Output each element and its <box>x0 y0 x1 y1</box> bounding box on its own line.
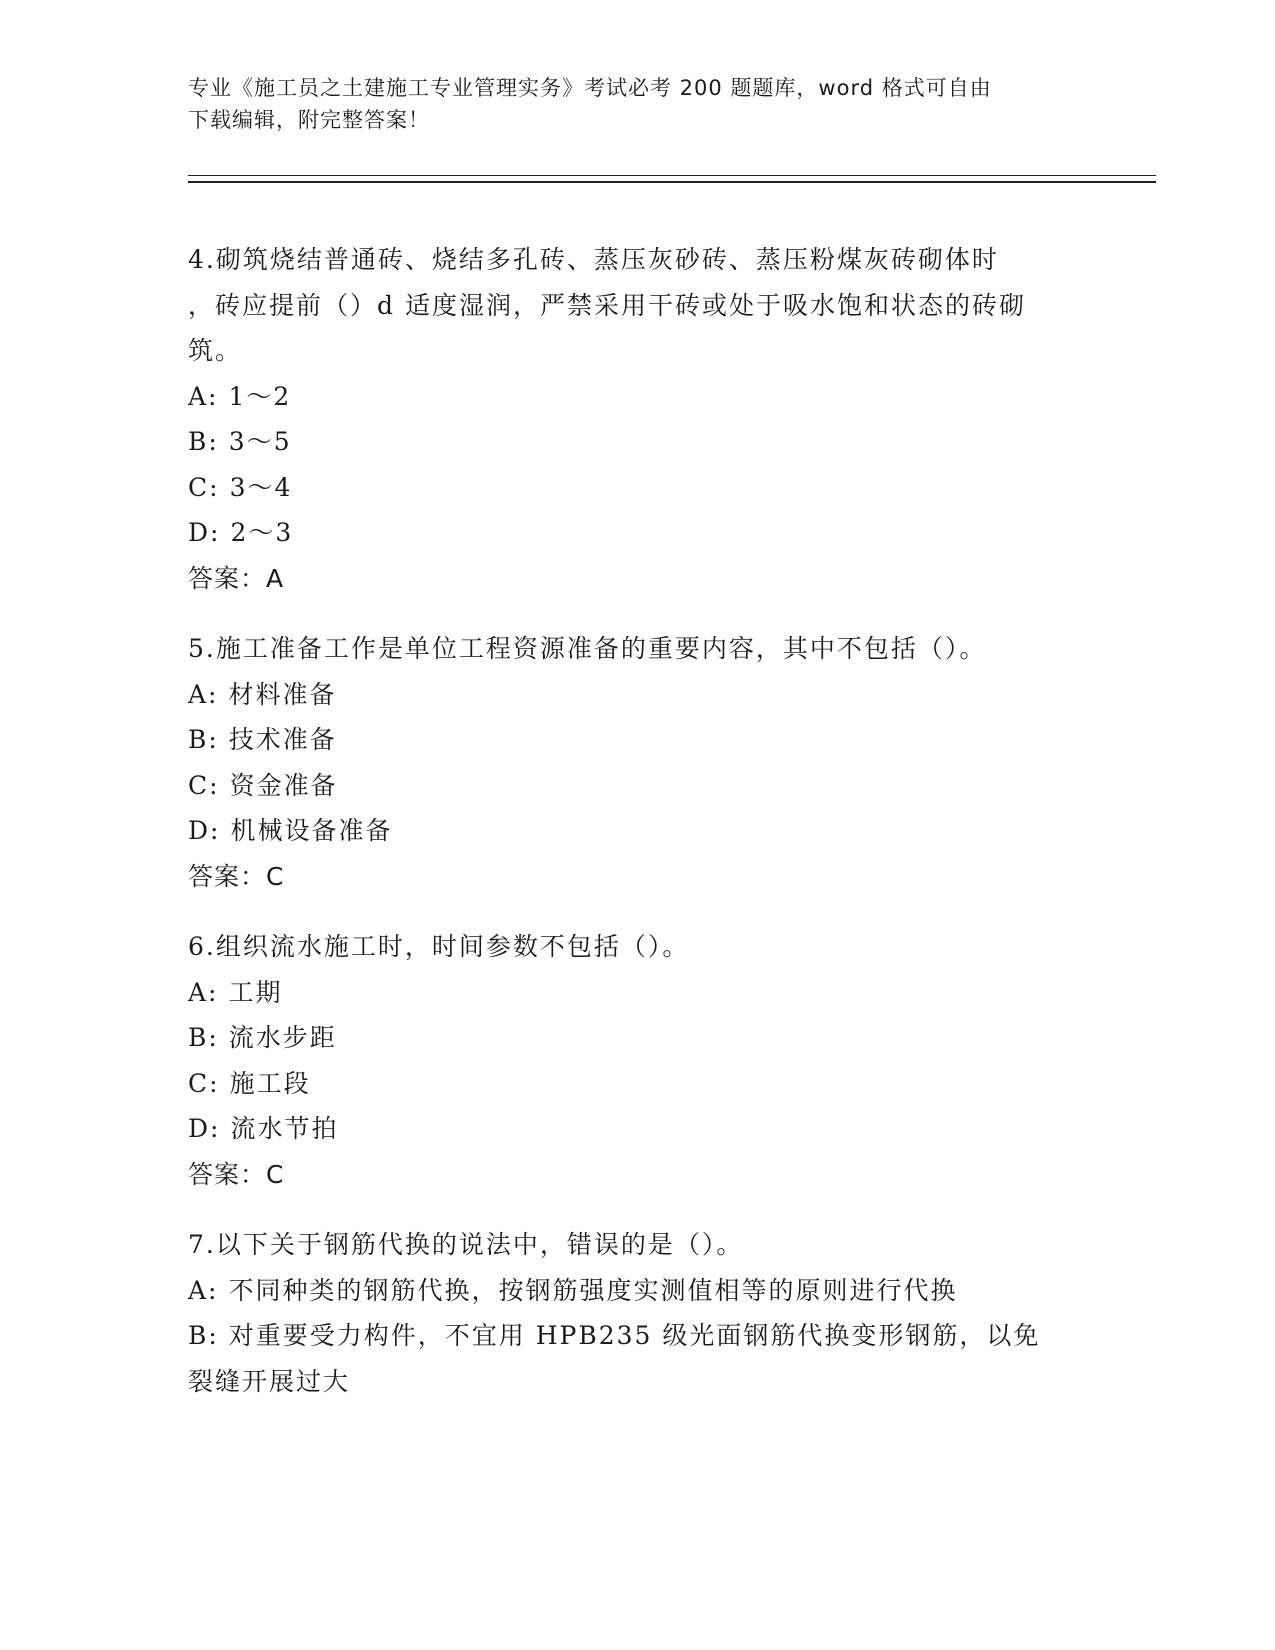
header-divider-thin <box>188 175 1156 176</box>
stem-line: 筑。 <box>188 336 243 365</box>
option-text: 3～4 <box>229 472 293 502</box>
option-b <box>188 1313 1088 1359</box>
document-header <box>188 72 1088 136</box>
question-stem <box>188 237 1088 374</box>
option-a <box>188 970 1088 1016</box>
option-b <box>188 717 1088 763</box>
stem-line: 4.砌筑烧结普通砖、烧结多孔砖、蒸压灰砂砖、蒸压粉煤灰砖砌体时 <box>188 245 999 274</box>
option-text: 1～2 <box>228 381 292 411</box>
option-label: D: <box>188 1114 221 1143</box>
option-d <box>188 808 1088 854</box>
stem-line: ，砖应提前（）d 适度湿润，严禁采用干砖或处于吸水饱和状态的砖砌 <box>188 290 1026 320</box>
question-list <box>188 237 1088 1429</box>
option-text: 流水节拍 <box>230 1114 339 1143</box>
option-d <box>188 1106 1088 1152</box>
option-label: A: <box>188 679 219 709</box>
question-7 <box>188 1222 1088 1404</box>
option-label: B: <box>188 1321 219 1350</box>
stem-line: 7.以下关于钢筋代换的说法中，错误的是（）。 <box>188 1230 744 1259</box>
question-5 <box>188 626 1088 899</box>
option-a <box>188 672 1088 718</box>
option-a <box>188 1268 1088 1314</box>
question-6 <box>188 924 1088 1197</box>
option-label: C: <box>188 1068 220 1098</box>
option-text: 技术准备 <box>228 725 337 754</box>
header-divider-thick <box>188 181 1156 183</box>
option-c <box>188 1061 1088 1107</box>
option-b <box>188 1015 1088 1061</box>
option-label: A: <box>188 1275 219 1305</box>
question-4 <box>188 237 1088 601</box>
option-label: D: <box>188 518 221 547</box>
option-a <box>188 374 1088 420</box>
question-stem <box>188 626 1088 672</box>
option-text: 不同种类的钢筋代换，按钢筋强度实测值相等的原则进行代换 <box>228 1275 958 1305</box>
option-label: B: <box>188 1023 219 1052</box>
option-text: 3～5 <box>228 427 292 456</box>
option-label: C: <box>188 472 220 502</box>
option-label: B: <box>188 427 219 456</box>
option-text: 材料准备 <box>228 679 337 709</box>
option-b-continuation: 裂缝开展过大 <box>188 1366 351 1396</box>
option-text: 流水步距 <box>228 1023 337 1052</box>
stem-line: 5.施工准备工作是单位工程资源准备的重要内容，其中不包括（）。 <box>188 634 987 663</box>
option-label: A: <box>188 381 219 411</box>
option-label: B: <box>188 725 219 754</box>
option-text: 2～3 <box>230 518 294 547</box>
stem-line: 6.组织流水施工时，时间参数不包括（）。 <box>188 932 690 961</box>
option-c <box>188 465 1088 511</box>
option-text: 资金准备 <box>229 770 338 800</box>
answer: 答案：C <box>188 861 285 891</box>
header-line-2: 下载编辑，附完整答案！ <box>188 108 430 132</box>
option-text: 机械设备准备 <box>230 816 393 845</box>
option-c <box>188 763 1088 809</box>
option-label: A: <box>188 977 219 1007</box>
option-label: D: <box>188 816 221 845</box>
option-b <box>188 419 1088 465</box>
option-d <box>188 510 1088 556</box>
question-stem <box>188 924 1088 970</box>
option-text: 对重要受力构件，不宜用 HPB235 级光面钢筋代换变形钢筋，以免 <box>228 1321 1041 1350</box>
option-text: 施工段 <box>229 1068 311 1098</box>
answer: 答案：A <box>188 563 285 593</box>
header-line-1: 专业《施工员之土建施工专业管理实务》考试必考 200 题题库，word 格式可自由 <box>188 76 992 100</box>
option-text: 工期 <box>228 977 283 1007</box>
answer: 答案：C <box>188 1159 285 1189</box>
question-stem <box>188 1222 1088 1268</box>
option-label: C: <box>188 770 220 800</box>
